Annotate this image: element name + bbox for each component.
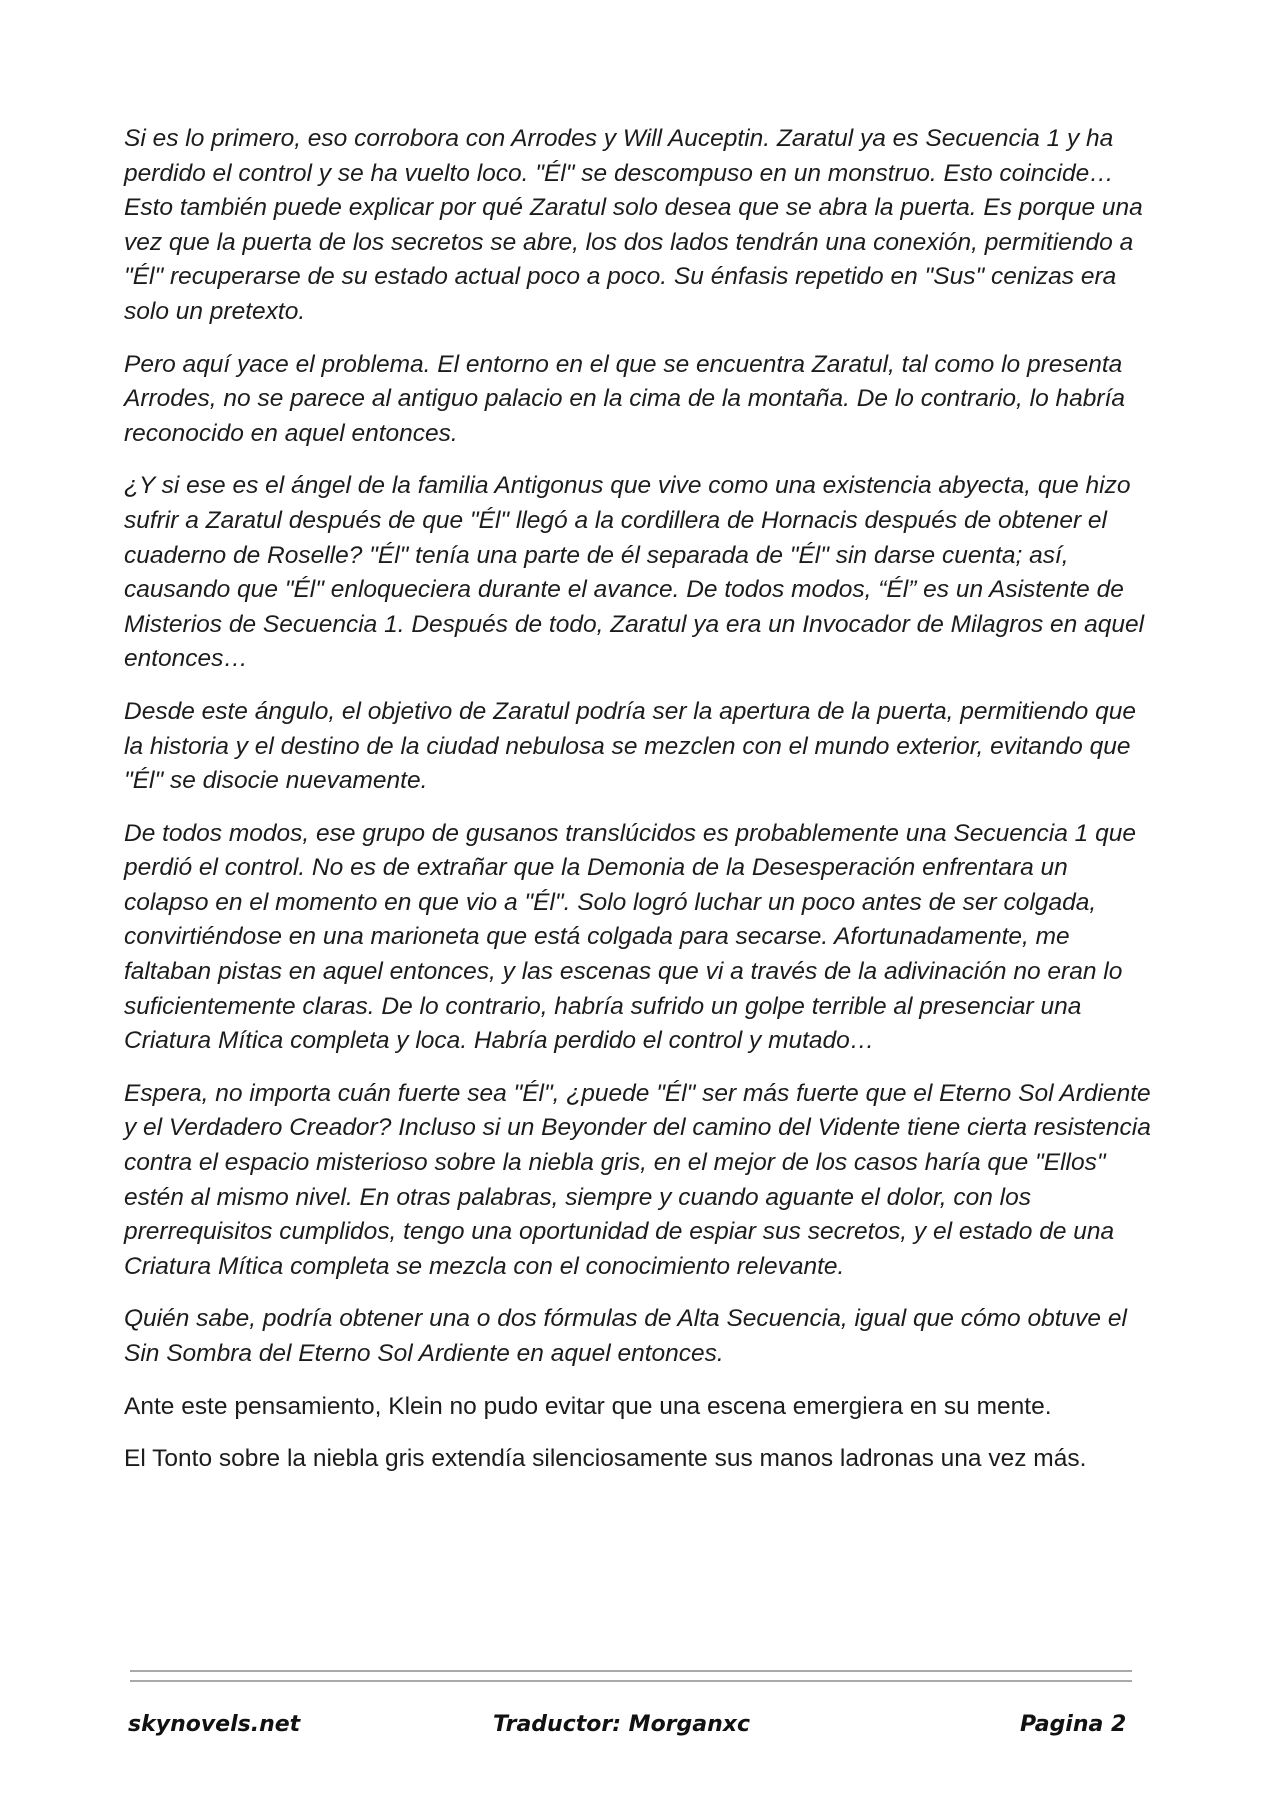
footer-page-number: Pagina 2 — [1020, 1712, 1127, 1737]
footer-divider-bottom — [130, 1680, 1132, 1682]
paragraph-1: Si es lo primero, eso corrobora con Arrodes y Will Auceptin. Zaratul ya es Secuencia 1 y ha perdido el control y se ha vuelto loco. "Él" se descompuso en un monstruo. Esto coincide… Esto también puede explicar por qué Zaratul solo desea que se abra la puerta. Es porque una vez que la puerta de los secretos se abre, los dos lados tendrán una conexión, permitiendo a "Él" recuperarse de su estado actual poco a poco. Su énfasis repetido en "Sus" cenizas era solo un pretexto. — [124, 125, 1143, 325]
paragraph-5: De todos modos, ese grupo de gusanos translúcidos es probablemente una Secuencia 1 que perdió el control. No es de extrañar que la Demonia de la Desesperación enfrentara un colapso en el momento en que vio a "Él". Solo logró luchar un poco antes de ser colgada, convirtiéndose en una marioneta que está colgada para secarse. Afortunadamente, me faltaban pistas en aquel entonces, y las escenas que vi a través de la adivinación no eran lo suficientemente claras. De lo contrario, habría sufrido un golpe terrible al presenciar una Criatura Mítica completa y loca. Habría perdido el control y mutado… — [124, 819, 1136, 1055]
paragraph-6: Espera, no importa cuán fuerte sea "Él", ¿puede "Él" ser más fuerte que el Eterno Sol Ardiente y el Verdadero Creador? Incluso si un Beyonder del camino del Vidente tiene cierta resistencia contra el espacio misterioso sobre la niebla gris, en el mejor de los casos haría que "Ellos" estén al mismo nivel. En otras palabras, siempre y cuando aguante el dolor, con los prerrequisitos cumplidos, tengo una oportunidad de espiar sus secretos, y el estado de una Criatura Mítica completa se mezcla con el conocimiento relevante. — [124, 1079, 1151, 1280]
paragraph-3: ¿Y si ese es el ángel de la familia Antigonus que vive como una existencia abyecta, que hizo sufrir a Zaratul después de que "Él" llegó a la cordillera de Hornacis después de obtener el cuaderno de Roselle? "Él" tenía una parte de él separada de "Él" sin darse cuenta; así, causando que "Él" enloqueciera durante el avance. De todos modos, “Él” es un Asistente de Misterios de Secuencia 1. Después de todo, Zaratul ya era un Invocador de Milagros en aquel entonces… — [124, 472, 1145, 673]
footer-site: skynovels.net — [128, 1712, 301, 1737]
paragraph-8: Ante este pensamiento, Klein no pudo evitar que una escena emergiera en su mente. — [124, 1392, 1052, 1420]
footer-translator: Traductor: Morganxc — [493, 1712, 751, 1737]
footer-divider-top — [130, 1670, 1132, 1672]
paragraph-7: Quién sabe, podría obtener una o dos fórmulas de Alta Secuencia, igual que cómo obtuve el Sin Sombra del Eterno Sol Ardiente en aquel entonces. — [124, 1305, 1127, 1367]
body-text — [124, 122, 1154, 1495]
paragraph-9: El Tonto sobre la niebla gris extendía silenciosamente sus manos ladronas una vez más. — [124, 1445, 1087, 1473]
paragraph-2: Pero aquí yace el problema. El entorno en el que se encuentra Zaratul, tal como lo presenta Arrodes, no se parece al antiguo palacio en la cima de la montaña. De lo contrario, lo habría reconocido en aquel entonces. — [124, 350, 1126, 447]
paragraph-4: Desde este ángulo, el objetivo de Zaratul podría ser la apertura de la puerta, permitiendo que la historia y el destino de la ciudad nebulosa se mezclen con el mundo exterior, evitando que "Él" se disocie nuevamente. — [124, 697, 1136, 795]
